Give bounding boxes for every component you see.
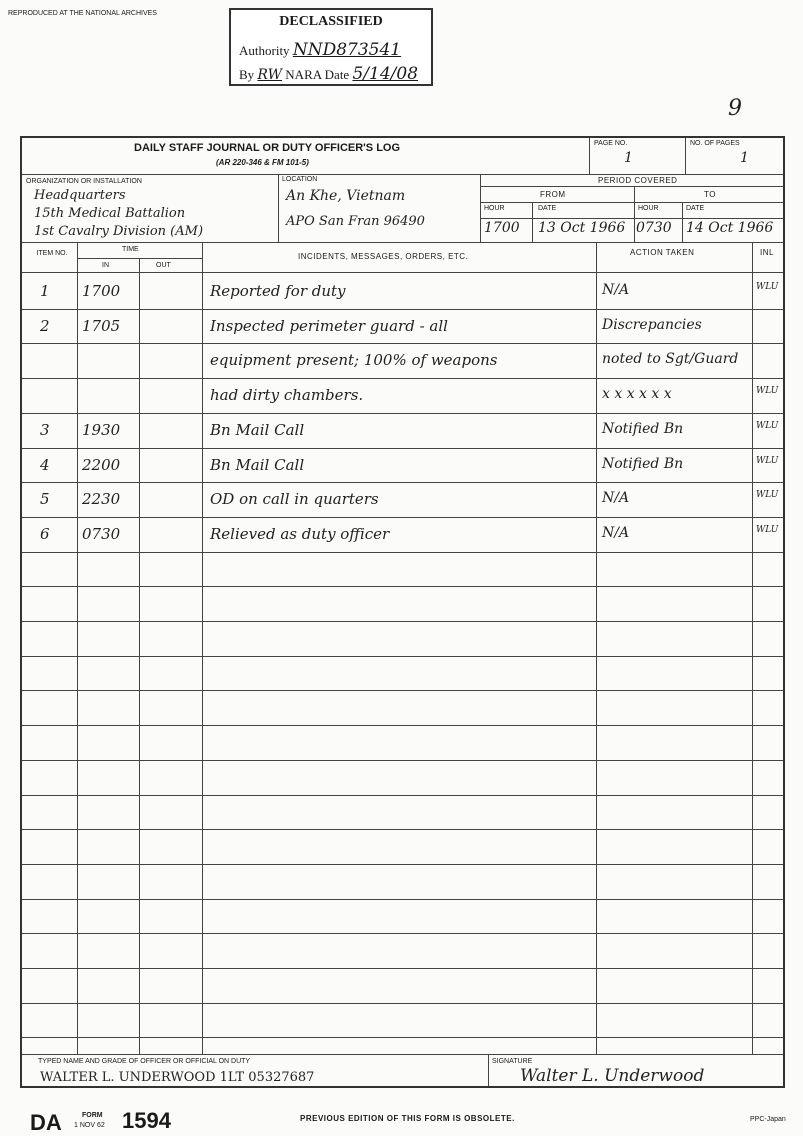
time-label: TIME	[122, 246, 139, 253]
row-time-in: 2230	[82, 490, 121, 509]
from-date-label: DATE	[538, 205, 557, 212]
row-action: Notified Bn	[602, 420, 684, 437]
by-value: RW	[257, 67, 283, 83]
row-initials: WLU	[756, 386, 779, 397]
row-incident: equipment present; 100% of weapons	[210, 351, 498, 370]
row-time-in: 0730	[82, 524, 121, 543]
to-hour-label: HOUR	[638, 205, 659, 212]
stamp-by-line	[239, 64, 418, 84]
no-pages-label: NO. OF PAGES	[690, 140, 740, 147]
from-hour: 1700	[484, 220, 520, 236]
period-covered-label: PERIOD COVERED	[598, 176, 678, 185]
row-action: N/A	[602, 490, 630, 507]
duty-log-form	[20, 136, 785, 1088]
printer-mark: PPC-Japan	[750, 1116, 786, 1123]
row-item-no: 4	[40, 455, 50, 474]
form-number: 1594	[122, 1108, 171, 1133]
form-date: 1 NOV 62	[74, 1122, 105, 1129]
row-incident: Reported for duty	[210, 282, 346, 300]
row-initials: WLU	[756, 420, 779, 431]
row-incident: Bn Mail Call	[210, 420, 305, 439]
item-no-label: ITEM NO.	[36, 250, 68, 257]
form-label: FORM	[82, 1112, 103, 1119]
page-no: 1	[624, 150, 633, 166]
row-item-no: 2	[40, 316, 50, 335]
row-time-in: 1930	[82, 420, 121, 439]
reproduced-notice: REPRODUCED AT THE NATIONAL ARCHIVES	[8, 10, 157, 17]
row-initials: WLU	[756, 455, 779, 466]
no-pages: 1	[740, 150, 749, 166]
stamp-title: DECLASSIFIED	[279, 14, 383, 29]
typed-name-label: TYPED NAME AND GRADE OF OFFICER OR OFFICIAL ON DUTY	[38, 1058, 251, 1065]
form-title: DAILY STAFF JOURNAL OR DUTY OFFICER'S LOG	[134, 142, 401, 154]
to-date-label: DATE	[686, 205, 705, 212]
row-action: N/A	[602, 524, 630, 541]
row-initials: WLU	[756, 282, 779, 292]
authority-label: Authority	[239, 43, 290, 58]
row-incident: had dirty chambers.	[210, 386, 364, 405]
to-date: 14 Oct 1966	[686, 220, 774, 236]
row-action: noted to Sgt/Guard	[602, 351, 739, 368]
location-line-2: APO San Fran 96490	[286, 214, 425, 229]
typed-name: WALTER L. UNDERWOOD 1LT 05327687	[40, 1070, 315, 1085]
time-out-label: OUT	[156, 262, 171, 269]
to-label: TO	[704, 190, 716, 199]
signature-label: SIGNATURE	[492, 1058, 533, 1065]
row-action: x x x x x x	[602, 386, 672, 403]
row-initials: WLU	[756, 490, 779, 501]
row-item-no: 5	[40, 490, 50, 509]
stamp-authority-line	[239, 40, 401, 60]
date-value: 5/14/08	[352, 64, 419, 84]
row-incident: Bn Mail Call	[210, 455, 305, 474]
row-incident: Relieved as duty officer	[210, 524, 390, 543]
by-label: By	[239, 67, 255, 82]
from-hour-label: HOUR	[484, 205, 505, 212]
row-item-no: 1	[40, 282, 50, 300]
org-line-3: 1st Cavalry Division (AM)	[34, 224, 204, 239]
signature: Walter L. Underwood	[520, 1066, 705, 1086]
form-subtitle: (AR 220-346 & FM 101-5)	[216, 158, 309, 167]
org-line-1: Headquarters	[34, 188, 126, 203]
page-no-label: PAGE NO.	[594, 140, 628, 147]
inl-label: INL	[760, 248, 774, 257]
location-line-1: An Khe, Vietnam	[286, 188, 406, 204]
authority-value: NND873541	[292, 40, 402, 60]
incidents-label: INCIDENTS, MESSAGES, ORDERS, ETC.	[298, 252, 469, 261]
row-action: Notified Bn	[602, 455, 684, 472]
from-label: FROM	[540, 190, 566, 199]
org-line-2: 15th Medical Battalion	[34, 206, 186, 221]
row-action: N/A	[602, 282, 630, 298]
time-in-label: IN	[102, 262, 109, 269]
to-hour: 0730	[636, 220, 672, 236]
action-taken-label: ACTION TAKEN	[630, 248, 695, 257]
row-time-in: 1700	[82, 282, 121, 300]
org-label: ORGANIZATION OR INSTALLATION	[26, 178, 142, 185]
row-incident: Inspected perimeter guard - all	[210, 316, 448, 335]
row-time-in: 1705	[82, 316, 121, 335]
row-item-no: 3	[40, 420, 50, 439]
nara-date-label: NARA Date	[285, 67, 350, 82]
row-time-in: 2200	[82, 455, 121, 474]
row-initials: WLU	[756, 524, 779, 535]
row-incident: OD on call in quarters	[210, 490, 379, 509]
declassified-stamp	[229, 8, 433, 86]
da-label: DA	[30, 1110, 62, 1135]
location-label: LOCATION	[282, 176, 318, 183]
from-date: 13 Oct 1966	[538, 220, 626, 236]
corner-mark: 9	[728, 96, 742, 121]
obsolete-notice: PREVIOUS EDITION OF THIS FORM IS OBSOLETE.	[300, 1114, 515, 1123]
row-action: Discrepancies	[602, 316, 702, 333]
row-item-no: 6	[40, 524, 50, 543]
